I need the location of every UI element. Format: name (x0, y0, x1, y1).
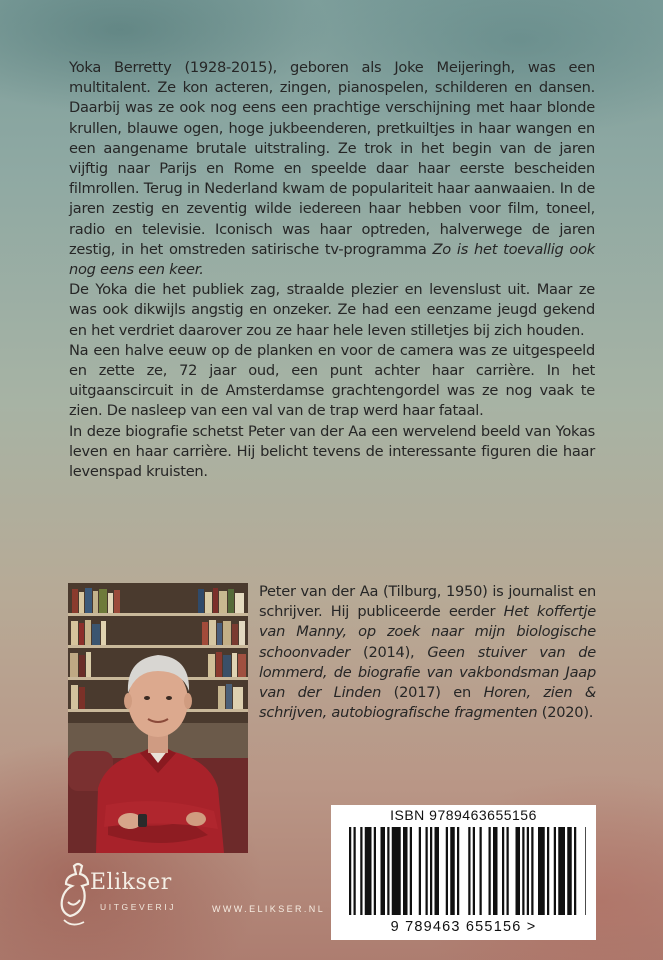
barcode-bar (381, 827, 386, 915)
barcode-bar (522, 827, 524, 915)
barcode-bars (341, 827, 586, 919)
publisher-website: WWW.ELIKSER.NL (212, 904, 326, 914)
barcode-bar (468, 827, 470, 915)
barcode-bar (403, 827, 408, 915)
barcode-bar (574, 827, 576, 915)
barcode-bar (507, 827, 509, 915)
book-title-2: Geen stuiver van de lommerd, de biografie van vakbondsman Jaap van der Linden (259, 643, 596, 702)
author-photo (68, 583, 248, 853)
blurb-paragraph-1-text: Yoka Berretty (1928-2015), geboren als Joke Meijeringh, was een multitalent. Ze kon acteren, zingen, pianospelen, schilderen en dansen. Daarbij was ze ook nog eens een prachtige verschijning met haar blonde krullen, blauwe ogen, hoge jukbeenderen, pretkuiltjes in haar wangen en een aangename brutale uitstraling. Ze trok in het begin van de jaren vijftig naar Parijs en Rome en speelde daar haar eerste bescheiden filmrollen. Terug in Nederland kwam de populariteit haar aanwaaien. In de jaren zestig en zeventig wilde iedereen haar hebben voor film, toneel, radio en televisie. Iconisch was haar optreden, halverwege de jaren zestig, in het omstreden satirische tv-programma (69, 59, 595, 258)
barcode-bar (360, 827, 362, 915)
publisher-logo (58, 862, 198, 932)
barcode-bar (567, 827, 572, 915)
book-title-3: Horen, zien & schrijven, autobiografische fragmenten (259, 684, 597, 722)
book-title-1: Het koffertje van Manny, op zoek naar mijn biologische schoonvader (259, 603, 597, 661)
publisher-imprint: UITGEVERIJ (100, 902, 177, 912)
barcode-bar (426, 827, 428, 915)
isbn-barcode (331, 805, 596, 940)
barcode-bar (392, 827, 401, 915)
barcode-bar (450, 827, 455, 915)
barcode-bar (354, 827, 356, 915)
barcode-bar (374, 827, 376, 915)
barcode-bar (531, 827, 533, 915)
barcode-bar (502, 827, 504, 915)
barcode-bar (480, 827, 482, 915)
barcode-bar (516, 827, 521, 915)
barcode-bar (410, 827, 412, 915)
ean-digits: 9 789463 655156 > (390, 919, 537, 935)
blurb-text (69, 58, 595, 482)
barcode-bar (473, 827, 475, 915)
isbn-label: ISBN 9789463655156 (390, 807, 537, 823)
barcode-bar (457, 827, 459, 915)
blurb-paragraph-4: In deze biografie schetst Peter van der Aa een wervelend beeld van Yokas leven en haar carrière. Hij belicht tevens de interessante figuren die haar levenspad kruisten. (69, 422, 595, 481)
barcode-bar (527, 827, 529, 915)
barcode-bar (387, 827, 389, 915)
blurb-paragraph-3: Na een halve eeuw op de planken en voor de camera was ze uitgespeeld en zette ze, 72 jaar oud, een punt achter haar carrière. In het uitgaanscircuit in de Amsterdamse grachtengordel was ze nog vaak te zien. De nasleep van een val van de trap werd haar fataal. (69, 341, 595, 420)
bio-text-3: (2017) en (381, 684, 484, 702)
blurb-paragraph-1 (69, 58, 595, 280)
barcode-bar (365, 827, 372, 915)
author-bio-paragraph (259, 582, 596, 723)
barcode-bar (446, 827, 448, 915)
barcode-bar (554, 827, 556, 915)
bio-text-1: Peter van der Aa (Tilburg, 1950) is journalist en schrijver. Hij publiceerde eerder (259, 583, 596, 621)
blurb-paragraph-2: De Yoka die het publiek zag, straalde plezier en levenslust uit. Maar ze was ook dikwijls angstig en onzeker. Ze had een eenzame jeugd gekend en het verdriet daarover zou ze haar hele leven stilletjes bij zich houden. (69, 281, 595, 339)
barcode-bar (558, 827, 565, 915)
barcode-bar (349, 827, 351, 915)
barcode-bar (538, 827, 545, 915)
publisher-name: Elikser (90, 870, 172, 895)
author-bio (259, 582, 596, 723)
bio-text-4: (2020). (537, 704, 594, 722)
barcode-bar (419, 827, 421, 915)
tv-program-title: Zo is het toevallig ook nog eens een keer. (69, 240, 595, 279)
barcode-bar (547, 827, 549, 915)
barcode-bar (489, 827, 491, 915)
barcode-bar (430, 827, 432, 915)
barcode-bar (493, 827, 498, 915)
barcode-bar (435, 827, 440, 915)
barcode-bar (585, 827, 586, 915)
bio-text-2: (2014), (350, 643, 428, 661)
